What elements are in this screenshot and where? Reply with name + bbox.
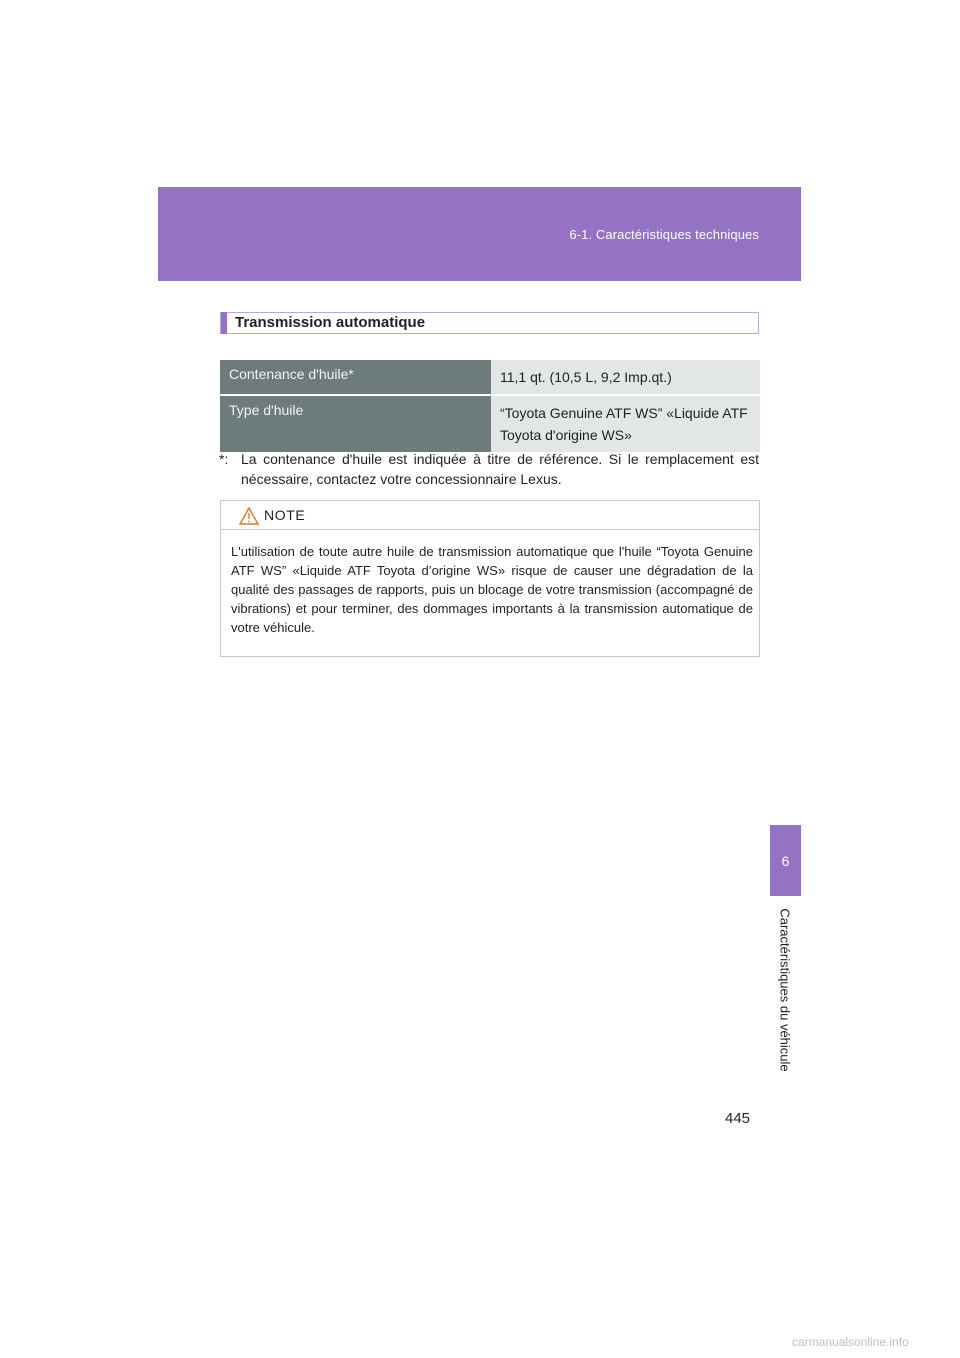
- section-heading: [220, 312, 759, 334]
- section-heading-text: Transmission automatique: [235, 314, 426, 331]
- chapter-title: 6-1. Caractéristiques techniques: [569, 227, 759, 242]
- note-text: L'utilisation de toute autre huile de transmission automatique que l'huile “Toyota Genuine ATF WS” «Liquide ATF Toyota d’origine WS» risque de causer une dégradation de la qualité des passages de rapports, puis un blocage de votre transmission (accompagné de vibrations) et pour terminer, des dommages importants à la transmission automatique de votre véhicule.: [231, 544, 753, 635]
- chapter-header-band: [158, 187, 801, 281]
- section-heading-accent: [221, 312, 227, 334]
- page-number: 445: [725, 1110, 751, 1127]
- spec-value: 11,1 qt. (10,5 L, 9,2 Imp.qt.): [491, 360, 760, 394]
- note-header: [221, 501, 759, 530]
- chapter-tab-label: Caractéristiques du véhicule: [777, 908, 793, 1072]
- note-label: NOTE: [264, 507, 306, 523]
- note-box: [220, 500, 760, 657]
- spec-key: Contenance d'huile*: [220, 360, 491, 394]
- table-row: [220, 396, 760, 452]
- spec-value: “Toyota Genuine ATF WS” «Liquide ATF Toyota d'origine WS»: [491, 396, 760, 452]
- spec-key: Type d'huile: [220, 396, 491, 452]
- table-row: [220, 360, 760, 394]
- footnote-text: La contenance d'huile est indiquée à titre de référence. Si le remplacement est nécessaire, contactez votre concessionnaire Lexus.: [241, 451, 759, 487]
- chapter-tab-number: 6: [770, 825, 801, 896]
- footnote: [219, 449, 759, 489]
- watermark: carmanualsonline.info: [792, 1335, 909, 1349]
- spec-table: [220, 358, 760, 454]
- warning-triangle-icon: [239, 507, 259, 525]
- footnote-mark: *:: [219, 451, 229, 467]
